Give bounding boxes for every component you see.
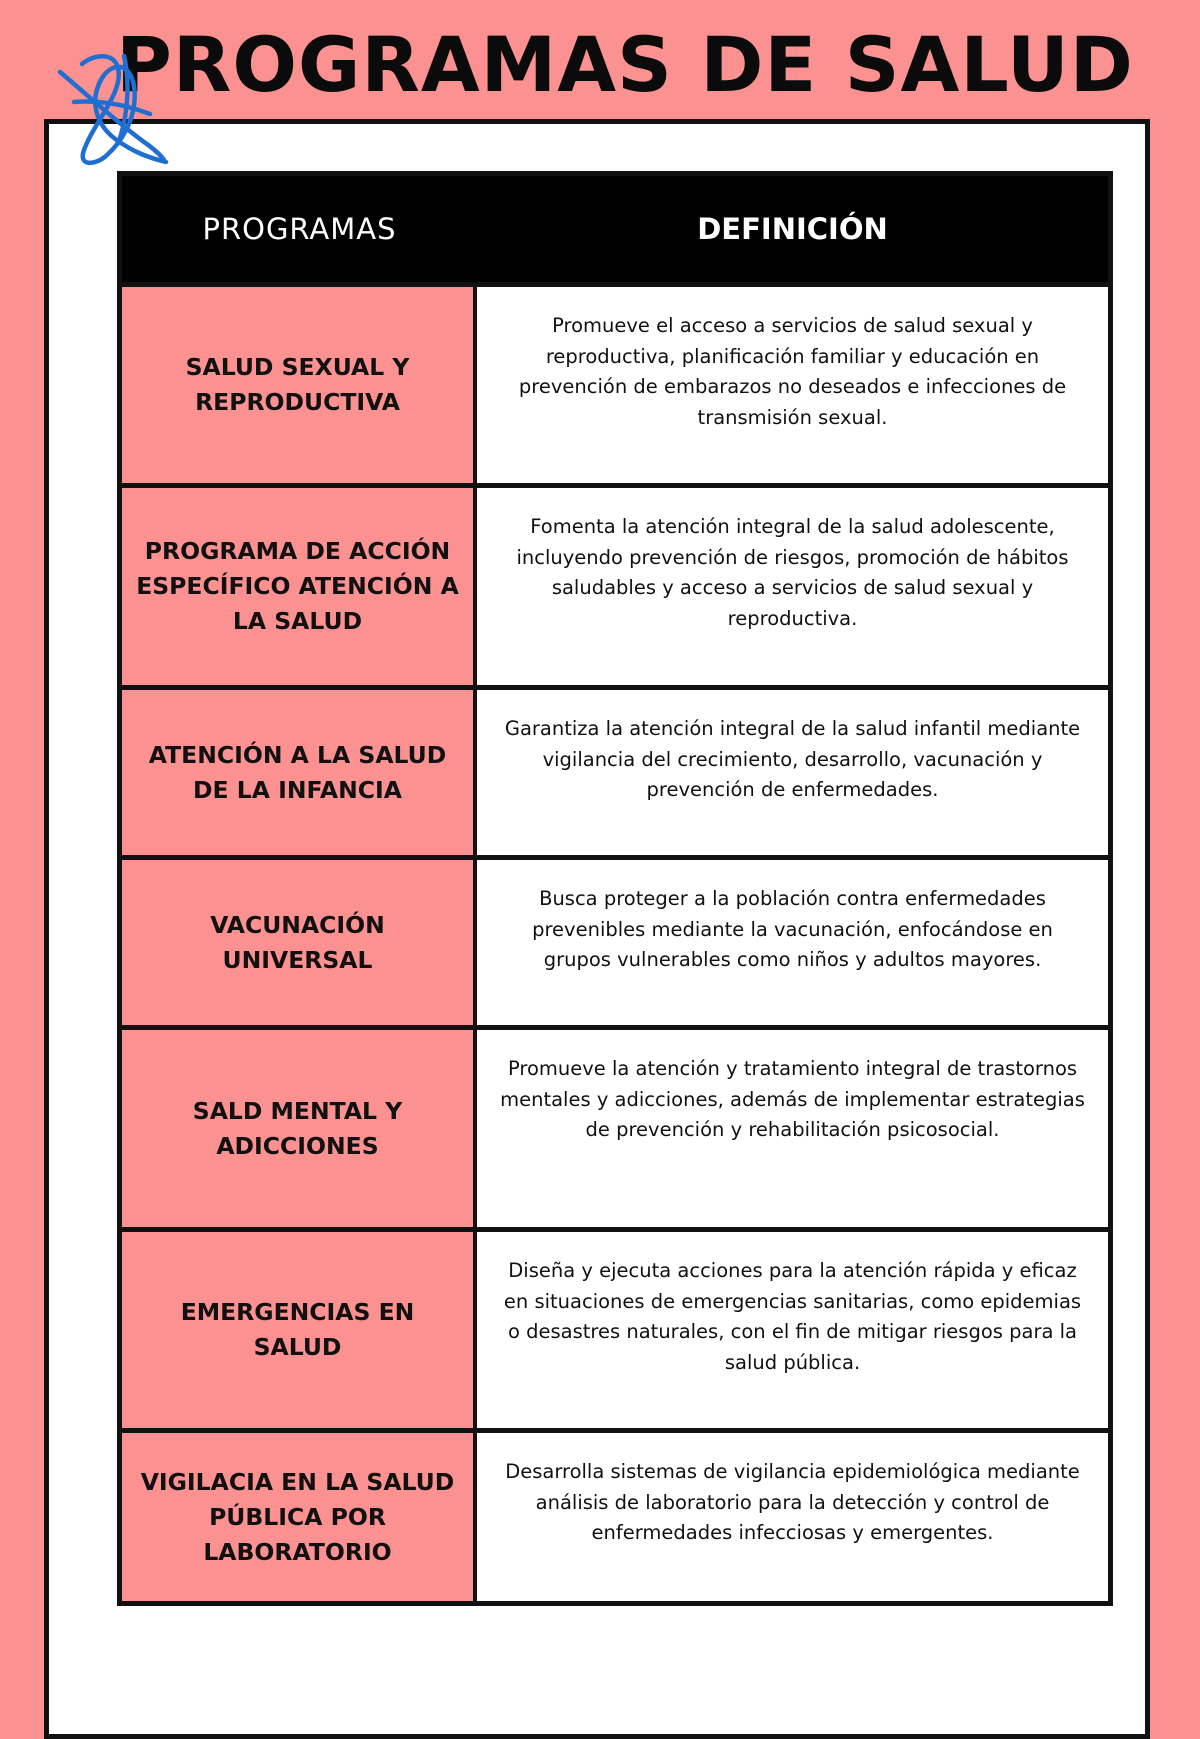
scribble-doodle-icon (54, 42, 174, 172)
program-definition: Garantiza la atención integral de la salud infantil mediante vigilancia del crecimiento, desarrollo, vacunación y prevención de enfermedades. (477, 690, 1108, 855)
program-name: PROGRAMA DE ACCIÓN ESPECÍFICO ATENCIÓN A LA SALUD (122, 488, 473, 685)
program-name: SALD MENTAL Y ADICCIONES (122, 1030, 473, 1227)
definition-column-header: DEFINICIÓN (697, 212, 888, 246)
table-row (122, 855, 1108, 1025)
program-definition: Fomenta la atención integral de la salud adolescente, incluyendo prevención de riesgos, promoción de hábitos saludables y acceso a servicios de salud sexual y reproductiva. (477, 488, 1108, 685)
program-name: SALUD SEXUAL Y REPRODUCTIVA (122, 287, 473, 483)
program-definition: Promueve la atención y tratamiento integral de trastornos mentales y adicciones, además de implementar estrategias de prevención y rehabilitación psicosocial. (477, 1030, 1108, 1227)
programs-table (117, 171, 1113, 1606)
program-definition: Promueve el acceso a servicios de salud sexual y reproductiva, planificación familiar y educación en prevención de embarazos no deseados e infecciones de transmisión sexual. (477, 287, 1108, 483)
table-row (122, 1428, 1108, 1601)
program-definition: Diseña y ejecuta acciones para la atención rápida y eficaz en situaciones de emergencias sanitarias, como epidemias o desastres naturales, con el fin de mitigar riesgos para la salud pública. (477, 1232, 1108, 1428)
table-row (122, 1025, 1108, 1227)
program-name: VACUNACIÓN UNIVERSAL (122, 860, 473, 1025)
table-row (122, 685, 1108, 855)
programs-column-header: PROGRAMAS (202, 212, 397, 246)
program-name: EMERGENCIAS EN SALUD (122, 1232, 473, 1428)
table-row (122, 282, 1108, 483)
table-header (122, 176, 1108, 282)
program-name: VIGILACIA EN LA SALUD PÚBLICA POR LABORATORIO (122, 1433, 473, 1601)
page-title: PROGRAMAS DE SALUD (116, 20, 1134, 109)
program-name: ATENCIÓN A LA SALUD DE LA INFANCIA (122, 690, 473, 855)
table-row (122, 1227, 1108, 1428)
program-definition: Busca proteger a la población contra enfermedades prevenibles mediante la vacunación, enfocándose en grupos vulnerables como niños y adultos mayores. (477, 860, 1108, 1025)
table-row (122, 483, 1108, 685)
program-definition: Desarrolla sistemas de vigilancia epidemiológica mediante análisis de laboratorio para la detección y control de enfermedades infecciosas y emergentes. (477, 1433, 1108, 1601)
